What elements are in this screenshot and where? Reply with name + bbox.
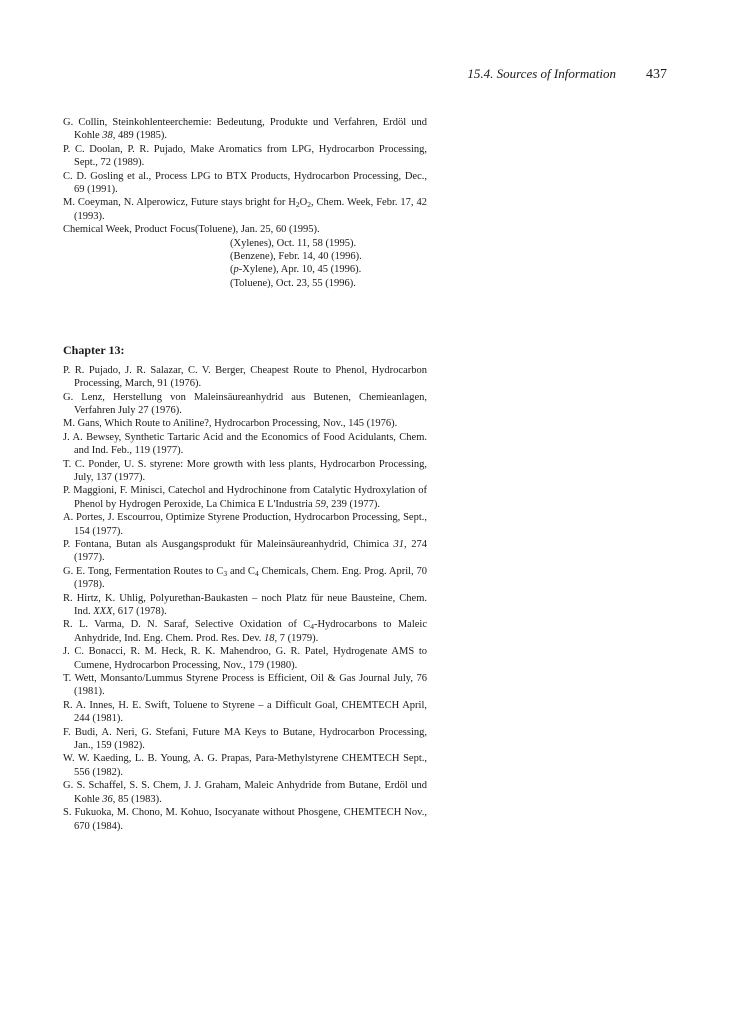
reference-pujado: P. R. Pujado, J. R. Salazar, C. V. Berger, Cheapest Route to Phenol, Hydrocarbon Processing, March, 91 (1976). [63, 364, 427, 390]
reference-doolan: P. C. Doolan, P. R. Pujado, Make Aromatics from LPG, Hydrocarbon Processing, Sept., 72 (1989). [63, 143, 427, 169]
reference-gans: M. Gans, Which Route to Aniline?, Hydrocarbon Processing, Nov., 145 (1976). [63, 418, 398, 430]
reference-hirtz: R. Hirtz, K. Uhlig, Polyurethan-Baukasten – noch Platz für neue Bausteine, Chem. Ind. XXX, 617 (1978). [63, 592, 427, 617]
reference-schaffel: G. S. Schaffel, S. S. Chem, J. J. Graham, Maleic Anhydride from Butane, Erdöl und Kohle 36, 85 (1983). [63, 780, 427, 805]
reference-coeyman: M. Coeyman, N. Alperowicz, Future stays bright for $H_2O_2$, Chem. Week, Febr. 17, 42 (1993). [63, 197, 427, 222]
page-number: 437 [646, 67, 667, 82]
running-title: 15.4. Sources of Information [467, 66, 616, 81]
reference-fukuoka: S. Fukuoka, M. Chono, M. Kohuo, Isocyanate without Phosgene, CHEMTECH Nov., 670 (1984). [63, 807, 427, 832]
reference-varma: R. L. Varma, D. N. Saraf, Selective Oxidation of $C_4$-Hydrocarbons to Maleic Anhydride, Ind. Eng. Chem. Prod. Res. Dev. 18, 7 (1979). [63, 619, 427, 644]
reference-gosling: C. D. Gosling et al., Process LPG to BTX Products, Hydrocarbon Processing, Dec., 69 (1991). [63, 170, 427, 196]
reference-bewsey: J. A. Bewsey, Synthetic Tartaric Acid and the Economics of Food Acidulants, Chem. and Ind. Feb., 119 (1977). [63, 431, 427, 457]
reference-innes: R. A. Innes, H. E. Swift, Toluene to Styrene – a Difficult Goal, CHEMTECH April, 244 (1981). [63, 699, 427, 725]
chapter-heading: Chapter 13: [63, 343, 125, 358]
chemical-week-lead: Chemical Week, Product Focus [63, 224, 195, 236]
references-section [63, 116, 427, 833]
reference-fontana: P. Fontana, Butan als Ausgangsprodukt für Maleinsäureanhydrid, Chimica 31, 274 (1977). [63, 538, 427, 564]
reference-budi: F. Budi, A. Neri, G. Stefani, Future MA Keys to Butane, Hydrocarbon Processing, Jan., 159 (1982). [63, 726, 427, 752]
reference-chemical-week [63, 223, 427, 290]
reference-lenz: G. Lenz, Herstellung von Maleinsäureanhydrid aus Butenen, Chemieanlagen, Verfahren July 27 (1976). [63, 391, 427, 416]
running-head [467, 66, 667, 83]
reference-collin: G. Collin, Steinkohlenteerchemie: Bedeutung, Produkte und Verfahren, Erdöl und Kohle 38, 489 (1985). [63, 117, 427, 142]
reference-ponder: T. C. Ponder, U. S. styrene: More growth with less plants, Hydrocarbon Processing, July, 137 (1977). [63, 458, 427, 483]
chemical-week-entry: (p-Xylene), Apr. 10, 45 (1996). [230, 264, 362, 276]
chemical-week-entry: (Xylenes), Oct. 11, 58 (1995). [230, 237, 357, 249]
reference-portes: A. Portes, J. Escourrou, Optimize Styrene Production, Hydrocarbon Processing, Sept., 154 (1977). [63, 512, 427, 537]
reference-bonacci: J. C. Bonacci, R. M. Heck, R. K. Mahendroo, G. R. Patel, Hydrogenate AMS to Cumene, Hydrocarbon Processing, Nov., 179 (1980). [63, 646, 427, 671]
reference-maggioni: P. Maggioni, F. Minisci, Catechol and Hydrochinone from Catalytic Hydroxylation of Phenol by Hydrogen Peroxide, La Chimica E L'Industria 59, 239 (1977). [63, 485, 427, 510]
reference-tong: G. E. Tong, Fermentation Routes to $C_3$ and $C_4$ Chemicals, Chem. Eng. Prog. April, 70 (1978). [63, 565, 427, 591]
chemical-week-entry: (Benzene), Febr. 14, 40 (1996). [230, 251, 362, 263]
chemical-week-entry: (Toluene), Oct. 23, 55 (1996). [230, 277, 356, 289]
chemical-week-entry: (Toluene), Jan. 25, 60 (1995). [194, 224, 320, 236]
reference-kaeding: W. W. Kaeding, L. B. Young, A. G. Prapas, Para-Methylstyrene CHEMTECH Sept., 556 (1982). [63, 753, 427, 778]
reference-wett: T. Wett, Monsanto/Lummus Styrene Process is Efficient, Oil & Gas Journal July, 76 (1981). [63, 673, 427, 698]
